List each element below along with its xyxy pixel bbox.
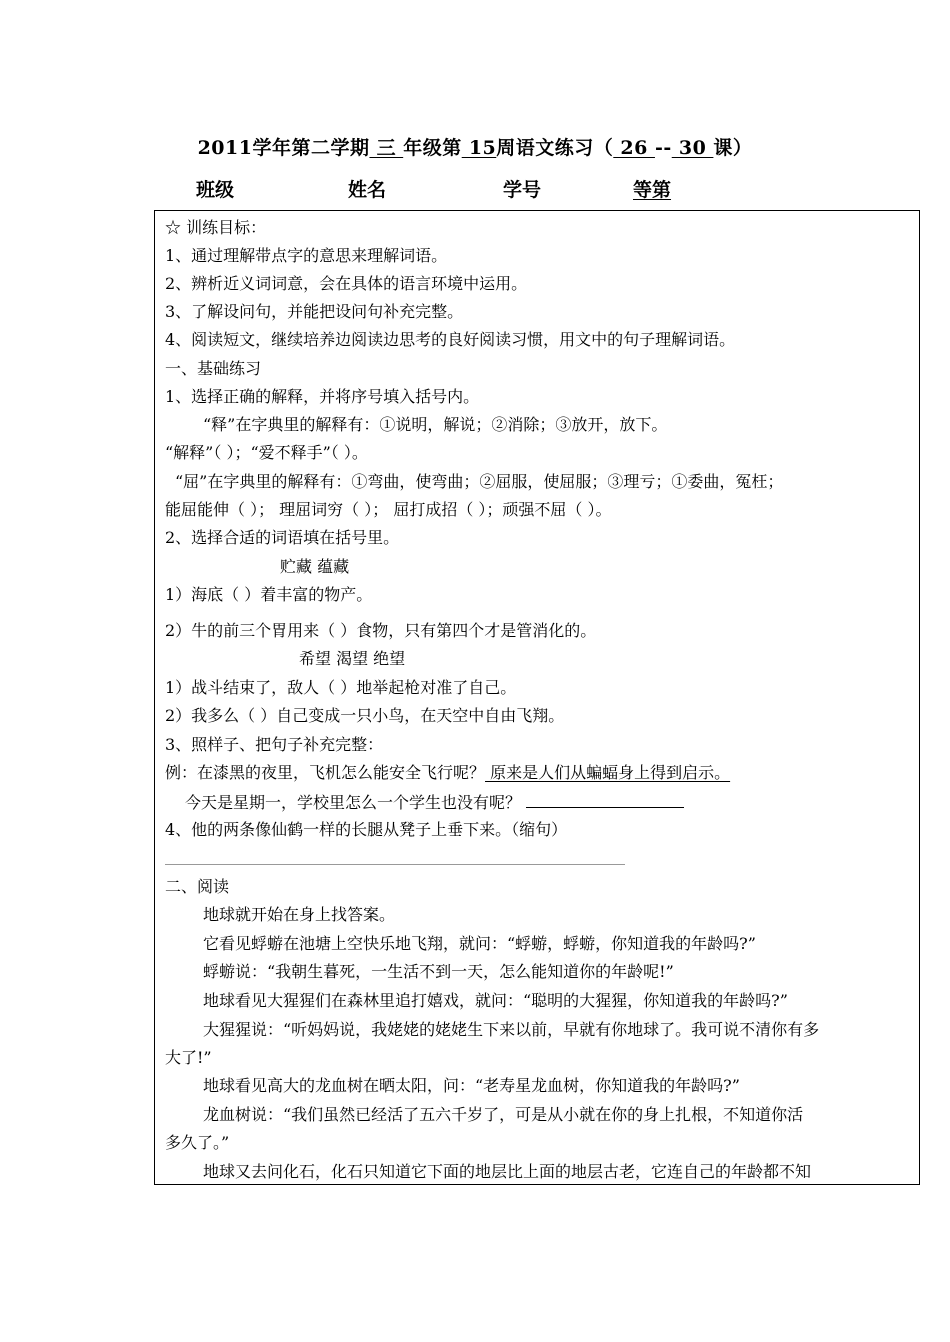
q2-sentence-a2: 2）牛的前三个胃用来（ ）食物，只有第四个才是管消化的。: [165, 621, 597, 640]
goal-2: 2、辨析近义词词意，会在具体的语言环境中运用。: [165, 274, 528, 293]
q1-shi-items: “解释”（ ）；“爱不释手”（ ）。: [165, 443, 368, 462]
q1-qu-definition: “屈”在字典里的解释有：①弯曲，使弯曲；②屈服，使屈服；③理亏；①委曲，冤枉；: [175, 472, 784, 491]
reading-paragraph-7b: 多久了。”: [165, 1133, 230, 1152]
question-1: 1、选择正确的解释，并将序号填入括号内。: [165, 387, 480, 406]
q3-example: [165, 762, 730, 784]
part2-heading: 二、阅读: [165, 877, 230, 896]
reading-paragraph-5a: 大猩猩说：“听妈妈说，我姥姥的姥姥生下来以前，早就有你地球了。我可说不清你有多: [203, 1020, 820, 1039]
worksheet-box: [154, 210, 920, 1185]
worksheet-title: 2011学年第二学期 三 年级第 15周语文练习（ 26 -- 30 课）: [197, 137, 753, 159]
part1-heading: 一、基础练习: [165, 359, 262, 378]
question-4: 4、他的两条像仙鹤一样的长腿从凳子上垂下来。（缩句）: [165, 820, 568, 839]
reading-paragraph-1: 地球就开始在身上找答案。: [203, 905, 396, 924]
reading-paragraph-5b: 大了!”: [165, 1048, 212, 1067]
q2-word-choices-a: 贮藏 蕴藏: [280, 557, 350, 576]
goal-1: 1、通过理解带点字的意思来理解词语。: [165, 246, 448, 265]
q3-example-question: 例：在漆黑的夜里，飞机怎么能安全飞行呢？: [165, 763, 486, 782]
q3-task-question: 今天是星期一，学校里怎么一个学生也没有呢？: [185, 793, 522, 812]
reading-paragraph-2: 它看见蜉蝣在池塘上空快乐地飞翔，就问：“蜉蝣，蜉蝣，你知道我的年龄吗?”: [203, 934, 756, 953]
reading-paragraph-7a: 龙血树说：“我们虽然已经活了五六千岁了，可是从小就在你的身上扎根，不知道你活: [203, 1105, 804, 1124]
goal-4: 4、阅读短文，继续培养边阅读边思考的良好阅读习惯，用文中的句子理解词语。: [165, 330, 736, 349]
reading-paragraph-3: 蜉蝣说：“我朝生暮死，一生活不到一天，怎么能知道你的年龄呢!”: [203, 962, 674, 981]
q4-answer-line[interactable]: [165, 864, 625, 865]
q3-example-answer: 原来是人们从蝙蝠身上得到启示。: [485, 763, 731, 782]
name-label: 姓名: [348, 179, 387, 201]
q2-sentence-b2: 2）我多么（ ）自己变成一只小鸟，在天空中自由飞翔。: [165, 706, 565, 725]
reading-paragraph-8: 地球又去问化石，化石只知道它下面的地层比上面的地层古老，它连自己的年龄都不知: [203, 1162, 812, 1181]
goals-heading: ☆ 训练目标：: [165, 218, 267, 237]
q1-qu-items: 能屈能伸（ ）； 理屈词穷（ ）； 屈打成招（ ）；顽强不屈（ ）。: [165, 500, 612, 519]
q2-sentence-b1: 1）战斗结束了，敌人（ ）地举起枪对准了自己。: [165, 678, 517, 697]
q2-sentence-a1: 1）海底（ ）着丰富的物产。: [165, 585, 373, 604]
reading-paragraph-4: 地球看见大猩猩们在森林里追打嬉戏，就问：“聪明的大猩猩，你知道我的年龄吗?”: [203, 991, 788, 1010]
student-id-label: 学号: [503, 179, 542, 201]
q1-shi-definition: “释”在字典里的解释有：①说明，解说；②消除；③放开，放下。: [203, 415, 668, 434]
question-2: 2、选择合适的词语填在括号里。: [165, 528, 400, 547]
goal-3: 3、了解设问句，并能把设问句补充完整。: [165, 302, 464, 321]
grade-label: 等第: [633, 179, 672, 201]
q3-task: [185, 791, 684, 814]
class-label: 班级: [196, 179, 235, 201]
reading-paragraph-6: 地球看见高大的龙血树在晒太阳，问：“老寿星龙血树，你知道我的年龄吗?”: [203, 1076, 740, 1095]
q3-answer-blank[interactable]: [526, 791, 684, 808]
q2-word-choices-b: 希望 渴望 绝望: [299, 649, 406, 668]
question-3: 3、照样子、把句子补充完整：: [165, 735, 384, 754]
